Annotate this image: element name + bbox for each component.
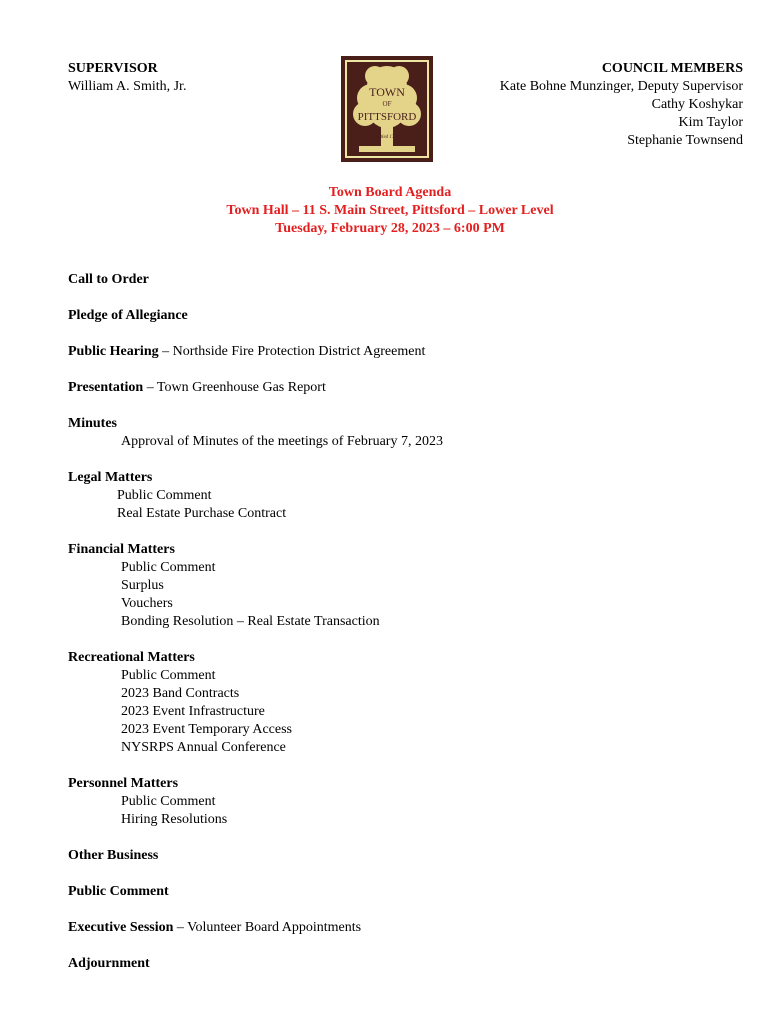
executive-session-desc: – Volunteer Board Appointments (176, 920, 362, 935)
public-hearing (68, 343, 748, 361)
council-member: Kim Taylor (678, 115, 743, 130)
supervisor-name: William A. Smith, Jr. (68, 79, 187, 94)
list-item: NYSRPS Annual Conference (121, 740, 286, 755)
presentation-desc: – Town Greenhouse Gas Report (146, 380, 326, 395)
call-to-order: Call to Order (68, 272, 149, 287)
adjournment: Adjournment (68, 956, 150, 971)
presentation-title: Presentation (68, 380, 144, 395)
council-member: Kate Bohne Munzinger, Deputy Supervisor (499, 79, 743, 94)
list-item: 2023 Event Temporary Access (121, 722, 292, 737)
logo-line4: Settled 1789 (374, 135, 400, 140)
agenda-location: Town Hall – 11 S. Main Street, Pittsford – Lower Level (226, 203, 554, 218)
list-item: Real Estate Purchase Contract (117, 506, 287, 521)
logo-line1: TOWN (369, 85, 405, 99)
list-item: Surplus (121, 578, 164, 593)
agenda-header (0, 184, 770, 238)
personnel-section (68, 775, 748, 829)
personnel-title: Personnel Matters (68, 776, 179, 791)
recreational-section (68, 649, 748, 757)
pledge-of-allegiance: Pledge of Allegiance (68, 308, 188, 323)
logo-line3: PITTSFORD (357, 111, 417, 123)
list-item: 2023 Event Infrastructure (121, 704, 265, 719)
other-business: Other Business (68, 848, 159, 863)
agenda-title: Town Board Agenda (328, 185, 452, 200)
town-of-pittsford-logo (341, 56, 433, 162)
list-item: Public Comment (121, 560, 216, 575)
legal-title: Legal Matters (68, 470, 153, 485)
public-comment: Public Comment (68, 884, 169, 899)
logo-line2: OF (382, 100, 392, 108)
list-item: Bonding Resolution – Real Estate Transaction (121, 614, 380, 629)
supervisor-block (68, 60, 186, 96)
council-member: Cathy Koshykar (651, 97, 743, 112)
public-hearing-title: Public Hearing (68, 344, 159, 359)
recreational-title: Recreational Matters (68, 650, 195, 665)
list-item: 2023 Band Contracts (121, 686, 240, 701)
minutes-section (68, 415, 748, 451)
financial-title: Financial Matters (68, 542, 175, 557)
financial-section (68, 541, 748, 631)
agenda-items (68, 271, 748, 973)
list-item: Approval of Minutes of the meetings of February 7, 2023 (121, 434, 443, 449)
list-item: Hiring Resolutions (121, 812, 228, 827)
list-item: Public Comment (117, 488, 212, 503)
supervisor-title: SUPERVISOR (68, 61, 158, 76)
agenda-datetime: Tuesday, February 28, 2023 – 6:00 PM (275, 221, 505, 236)
presentation (68, 379, 748, 397)
minutes-title: Minutes (68, 416, 117, 431)
legal-section (68, 469, 748, 523)
public-hearing-desc: – Northside Fire Protection District Agreement (162, 344, 426, 359)
council-block (500, 60, 743, 150)
council-member: Stephanie Townsend (627, 133, 743, 148)
list-item: Public Comment (121, 668, 216, 683)
list-item: Vouchers (121, 596, 173, 611)
executive-session (68, 919, 748, 937)
executive-session-title: Executive Session (68, 920, 174, 935)
council-title: COUNCIL MEMBERS (601, 61, 743, 76)
list-item: Public Comment (121, 794, 216, 809)
